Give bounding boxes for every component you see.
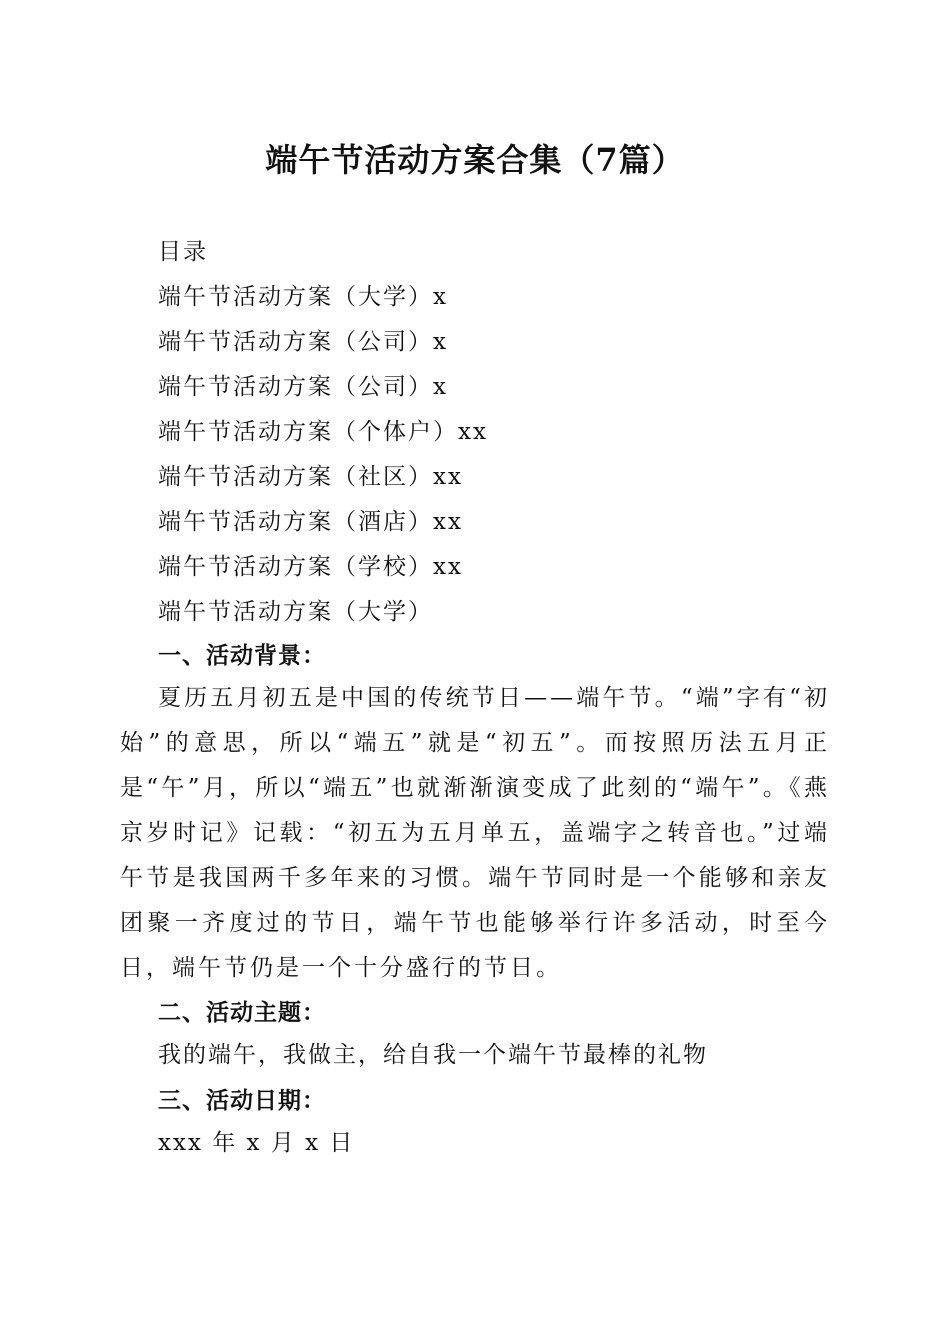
section-paragraph: 夏历五月初五是中国的传统节日——端午节。“端”字有“初始”的意思，所以“端五”就是“初五”。而按照历法五月正是“午”月，所以“端五”也就渐渐演变成了此刻的“端午”。《燕京岁时记》记载：“初五为五月单五，盖端字之转音也。”过端午节是我国两千多年来的习惯。端午节同时是一个能够和亲友团聚一齐度过的节日，端午节也能够举行许多活动，时至今日，端午节仍是一个十分盛行的节日。 (120, 685, 830, 981)
toc-heading: 目录 (158, 239, 208, 265)
toc-item: 端午节活动方案（社区）xx (158, 464, 463, 490)
toc-item: 端午节活动方案（公司）x (158, 329, 448, 355)
section-theme (120, 993, 830, 1078)
section-text: xxx 年 x 月 x 日 (158, 1130, 355, 1156)
section-heading: 二、活动主题： (158, 999, 326, 1026)
section-heading: 一、活动背景： (158, 642, 326, 669)
toc-item: 端午节活动方案（公司）x (158, 374, 448, 400)
section-background (120, 636, 830, 991)
table-of-contents (158, 230, 838, 635)
document-title: 端午节活动方案合集（7篇） (265, 141, 685, 179)
toc-item: 端午节活动方案（个体户）xx (158, 419, 488, 445)
section-text: 我的端午，我做主，给自我一个端午节最棒的礼物 (158, 1042, 708, 1068)
toc-item: 端午节活动方案（酒店）xx (158, 509, 463, 535)
section-heading: 三、活动日期： (158, 1087, 326, 1114)
toc-item: 端午节活动方案（学校）xx (158, 554, 463, 580)
section-date (120, 1081, 830, 1166)
toc-item: 端午节活动方案（大学） (158, 599, 433, 625)
toc-item: 端午节活动方案（大学）x (158, 284, 448, 310)
